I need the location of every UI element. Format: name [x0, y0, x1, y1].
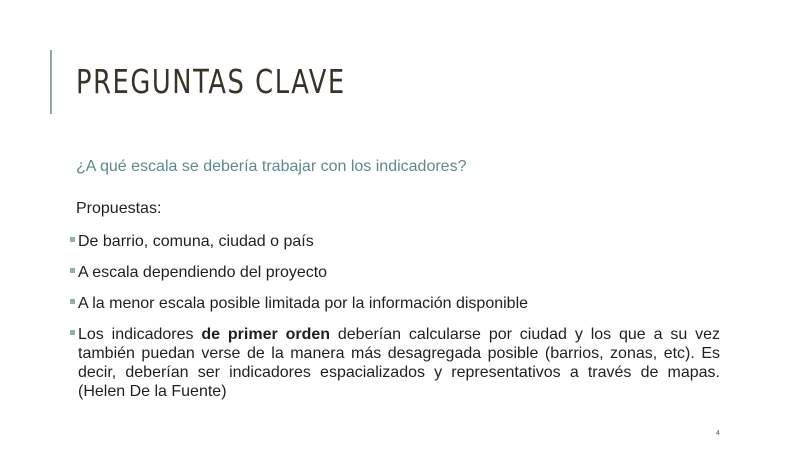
bullet-square-icon	[70, 299, 75, 304]
slide-question: ¿A qué escala se debería trabajar con los indicadores?	[76, 158, 467, 175]
bullet-text-suffix: deberían calcularse por ciudad y los que a su vez también puedan verse de la manera más desagregada posible (barrios, zonas, etc). Es decir, deberían ser indicadores espacializados y representativos a través de mapas. (Helen De la Fuente)	[78, 326, 720, 400]
bullet-square-icon	[70, 237, 75, 242]
bullet-text-bold: de primer orden	[201, 326, 331, 343]
title-accent-bar	[50, 50, 52, 114]
bullet-text: A la menor escala posible limitada por la información disponible	[78, 295, 529, 312]
bullet-item	[70, 294, 720, 313]
bullet-item	[70, 232, 720, 251]
bullet-text: De barrio, comuna, ciudad o país	[78, 233, 314, 250]
bullet-text: A escala dependiendo del proyecto	[78, 264, 328, 281]
bullet-item	[70, 263, 720, 282]
bullet-square-icon	[70, 268, 75, 273]
bullet-square-icon	[70, 330, 75, 335]
bullet-list	[70, 232, 720, 413]
bullet-item	[70, 325, 720, 401]
bullet-text-prefix: Los indicadores	[78, 326, 202, 343]
slide-number: 4	[716, 430, 720, 437]
proposals-heading: Propuestas:	[76, 200, 162, 217]
bullet-text	[78, 325, 720, 401]
slide-title: PREGUNTAS CLAVE	[76, 62, 346, 101]
